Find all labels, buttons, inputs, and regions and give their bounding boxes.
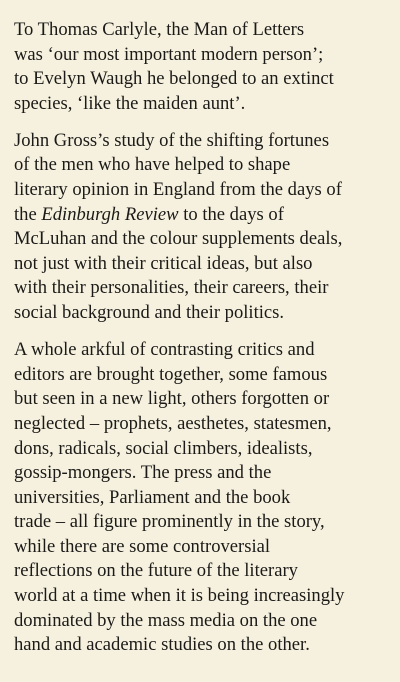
text-line: but seen in a new light, others forgotten or (14, 388, 330, 410)
blurb-paragraph-3 (14, 338, 394, 658)
text-line: dominated by the mass media on the one (14, 609, 318, 631)
text-line: trade – all figure prominently in the story, (14, 511, 325, 533)
text-line: literary opinion in England from the days of (14, 179, 342, 201)
text-line: hand and academic studies on the other. (14, 634, 310, 656)
blurb-paragraph-1 (14, 18, 394, 116)
text-line: gossip-mongers. The press and the (14, 462, 272, 484)
text-line: McLuhan and the colour supplements deals, (14, 228, 343, 250)
text-line: neglected – prophets, aesthetes, statesmen, (14, 412, 332, 434)
text-run: to the days of (178, 203, 284, 225)
text-line: species, ‘like the maiden aunt’. (14, 92, 246, 114)
text-line: while there are some controversial (14, 535, 271, 557)
text-line: To Thomas Carlyle, the Man of Letters (14, 19, 305, 40)
text-line: not just with their critical ideas, but also (14, 252, 313, 274)
text-line: was ‘our most important modern person’; (14, 43, 324, 65)
text-line: of the men who have helped to shape (14, 154, 291, 176)
text-line: universities, Parliament and the book (14, 486, 291, 508)
text-run: the (14, 203, 42, 225)
text-line: with their personalities, their careers, their (14, 277, 329, 299)
text-line: A whole arkful of contrasting critics and (14, 339, 315, 361)
text-line: world at a time when it is being increasingly (14, 585, 345, 607)
text-line: dons, radicals, social climbers, idealists, (14, 437, 313, 459)
blurb-paragraph-2 (14, 129, 394, 326)
text-line: John Gross’s study of the shifting fortunes (14, 129, 330, 151)
text-line: reflections on the future of the literary (14, 560, 298, 582)
publication-title: Edinburgh Review (41, 203, 179, 225)
text-line (14, 203, 394, 228)
text-line: to Evelyn Waugh he belonged to an extinct (14, 68, 334, 90)
text-line: social background and their politics. (14, 302, 285, 324)
text-line: editors are brought together, some famous (14, 363, 328, 385)
